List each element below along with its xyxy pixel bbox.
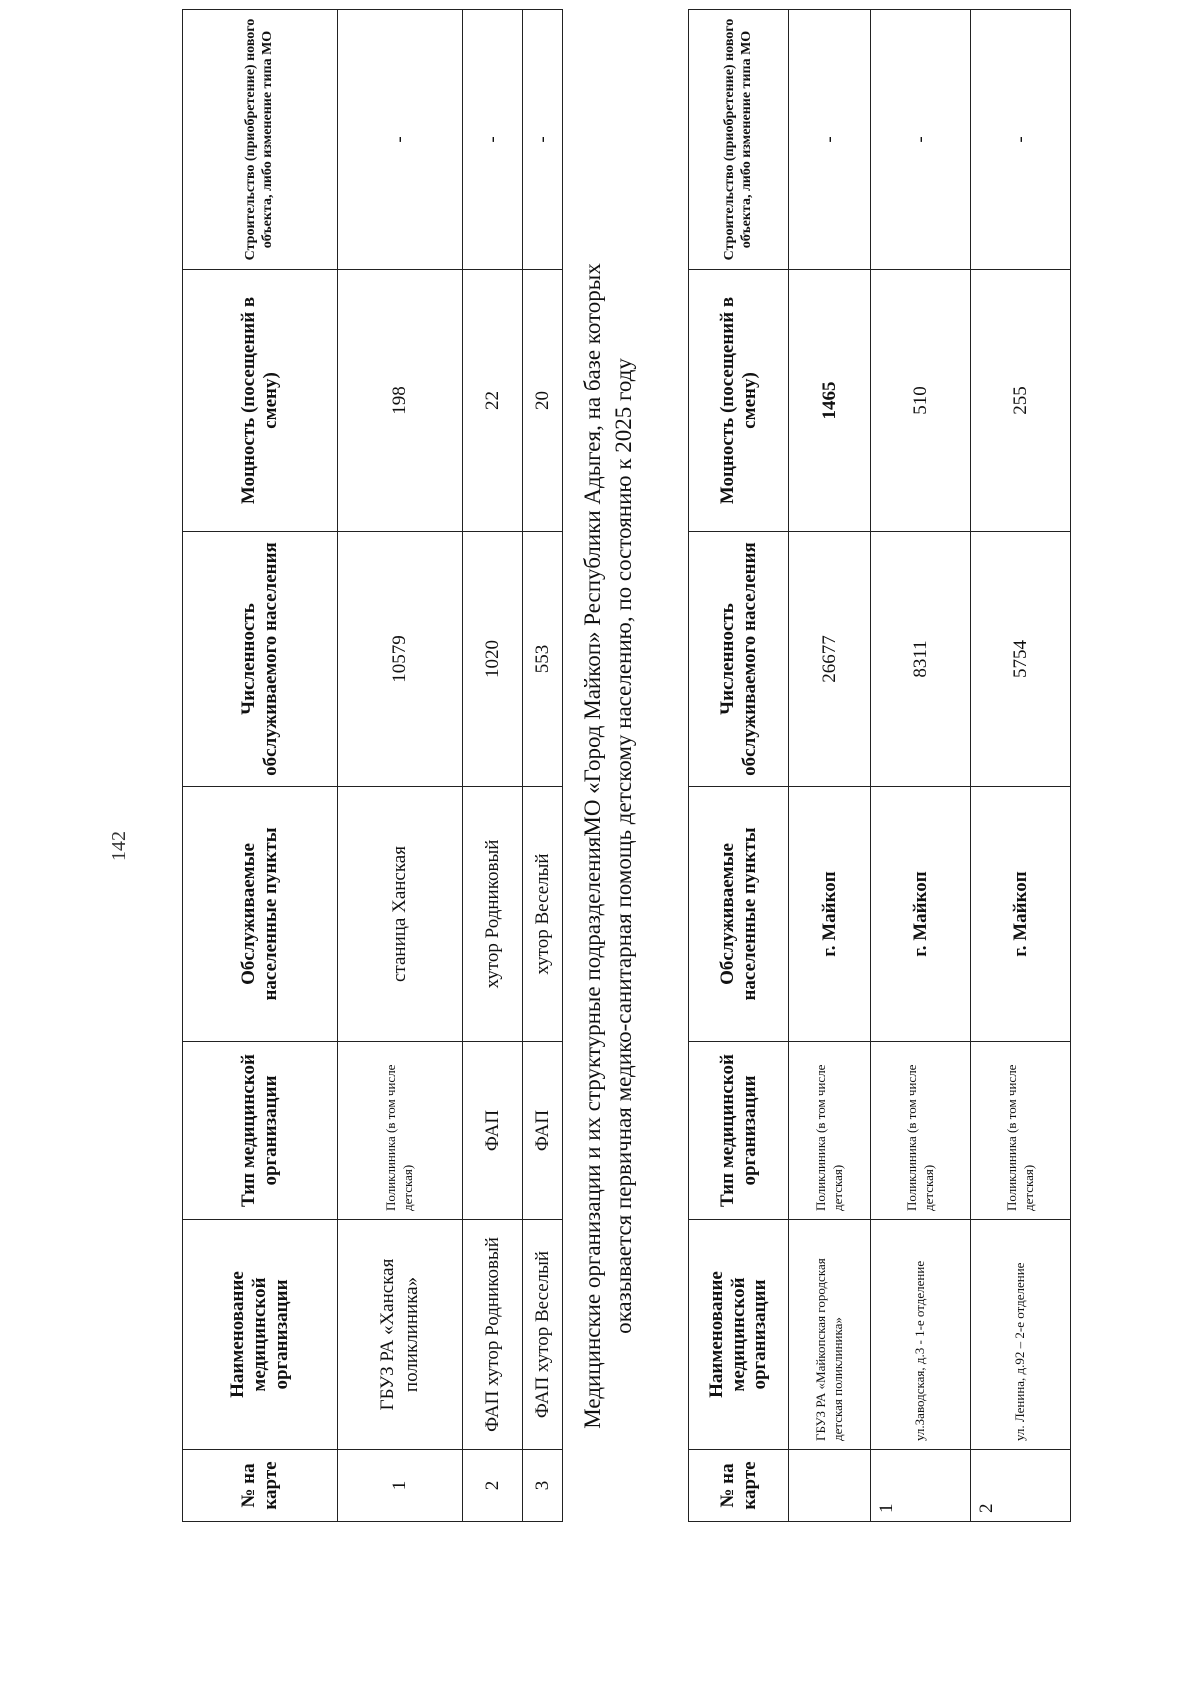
table-row (463, 10, 523, 1522)
cell-population: 10579 (338, 532, 463, 787)
cell-population: 26677 (789, 532, 871, 787)
cell-points: г. Майкоп (971, 787, 1071, 1042)
header-type: Тип медицинской организации (689, 1042, 789, 1220)
header-num: № на карте (689, 1450, 789, 1522)
header-population: Численность обслуживаемого населения (689, 532, 789, 787)
cell-capacity: 22 (463, 270, 523, 532)
header-capacity: Моцность (посещений в смену) (183, 270, 338, 532)
cell-name: ФАП хутор Родниковый (463, 1220, 523, 1450)
cell-capacity: 1465 (789, 270, 871, 532)
cell-points: г. Майкоп (789, 787, 871, 1042)
cell-points: г. Майкоп (871, 787, 971, 1042)
table-header-row (689, 10, 789, 1522)
cell-population: 5754 (971, 532, 1071, 787)
cell-capacity: 255 (971, 270, 1071, 532)
cell-num: 2 (463, 1450, 523, 1522)
page-number: 142 (108, 831, 130, 861)
header-name: Наименование медицинской организации (183, 1220, 338, 1450)
table-row (338, 10, 463, 1522)
cell-num (789, 1450, 871, 1522)
header-population: Численность обслуживаемого населения (183, 532, 338, 787)
cell-construction: - (871, 10, 971, 270)
cell-num: 1 (338, 1450, 463, 1522)
cell-type: Поликлиника (в том числе детская) (789, 1042, 871, 1220)
cell-capacity: 198 (338, 270, 463, 532)
header-construction: Строительство (приобретение) нового объекта, либо изменение типа МО (183, 10, 338, 270)
cell-num: 2 (971, 1450, 1071, 1522)
table-header-row (183, 10, 338, 1522)
header-type: Тип медицинской организации (183, 1042, 338, 1220)
header-construction: Строительство (приобретение) нового объекта, либо изменение типа МО (689, 10, 789, 270)
cell-name: ФАП хутор Веселый (523, 1220, 563, 1450)
cell-num: 1 (871, 1450, 971, 1522)
header-num: № на карте (183, 1450, 338, 1522)
cell-capacity: 510 (871, 270, 971, 532)
cell-population: 8311 (871, 532, 971, 787)
table-row (523, 10, 563, 1522)
section-caption (577, 0, 639, 1692)
header-capacity: Моцность (посещений в смену) (689, 270, 789, 532)
table-children-polyclinics (688, 9, 1071, 1522)
cell-points: станица Ханская (338, 787, 463, 1042)
table-rural-facilities (182, 9, 563, 1522)
cell-num: 3 (523, 1450, 563, 1522)
header-name: Наименование медицинской организации (689, 1220, 789, 1450)
cell-type: Поликлиника (в том числе детская) (971, 1042, 1071, 1220)
caption-line-1: Медицинские организации и их структурные подразделенияМО «Город Майкоп» Республики Адыгея, на базе которых (580, 263, 605, 1429)
cell-construction: - (338, 10, 463, 270)
cell-construction: - (789, 10, 871, 270)
cell-type: Поликлиника (в том числе детская) (338, 1042, 463, 1220)
cell-type: ФАП (463, 1042, 523, 1220)
cell-population: 1020 (463, 532, 523, 787)
cell-population: 553 (523, 532, 563, 787)
header-points: Обслуживаемые населенные пункты (183, 787, 338, 1042)
cell-name: ГБУЗ РА «Майкопская городская детская поликлиника» (789, 1220, 871, 1450)
table-row (871, 10, 971, 1522)
cell-construction: - (971, 10, 1071, 270)
cell-type: Поликлиника (в том числе детская) (871, 1042, 971, 1220)
table-row (971, 10, 1071, 1522)
cell-points: хутор Веселый (523, 787, 563, 1042)
cell-construction: - (523, 10, 563, 270)
cell-points: хутор Родниковый (463, 787, 523, 1042)
caption-line-2: оказывается первичная медико-санитарная помощь детскому населению, по состоянию к 2025 году (611, 358, 637, 1334)
cell-name: ул.Заводская, д.3 - 1-е отделение (871, 1220, 971, 1450)
cell-name: ГБУЗ РА «Ханская поликлиника» (338, 1220, 463, 1450)
cell-name: ул. Ленина, д.92 – 2-е отделение (971, 1220, 1071, 1450)
cell-type: ФАП (523, 1042, 563, 1220)
header-points: Обслуживаемые населенные пункты (689, 787, 789, 1042)
cell-capacity: 20 (523, 270, 563, 532)
table-row (789, 10, 871, 1522)
cell-construction: - (463, 10, 523, 270)
